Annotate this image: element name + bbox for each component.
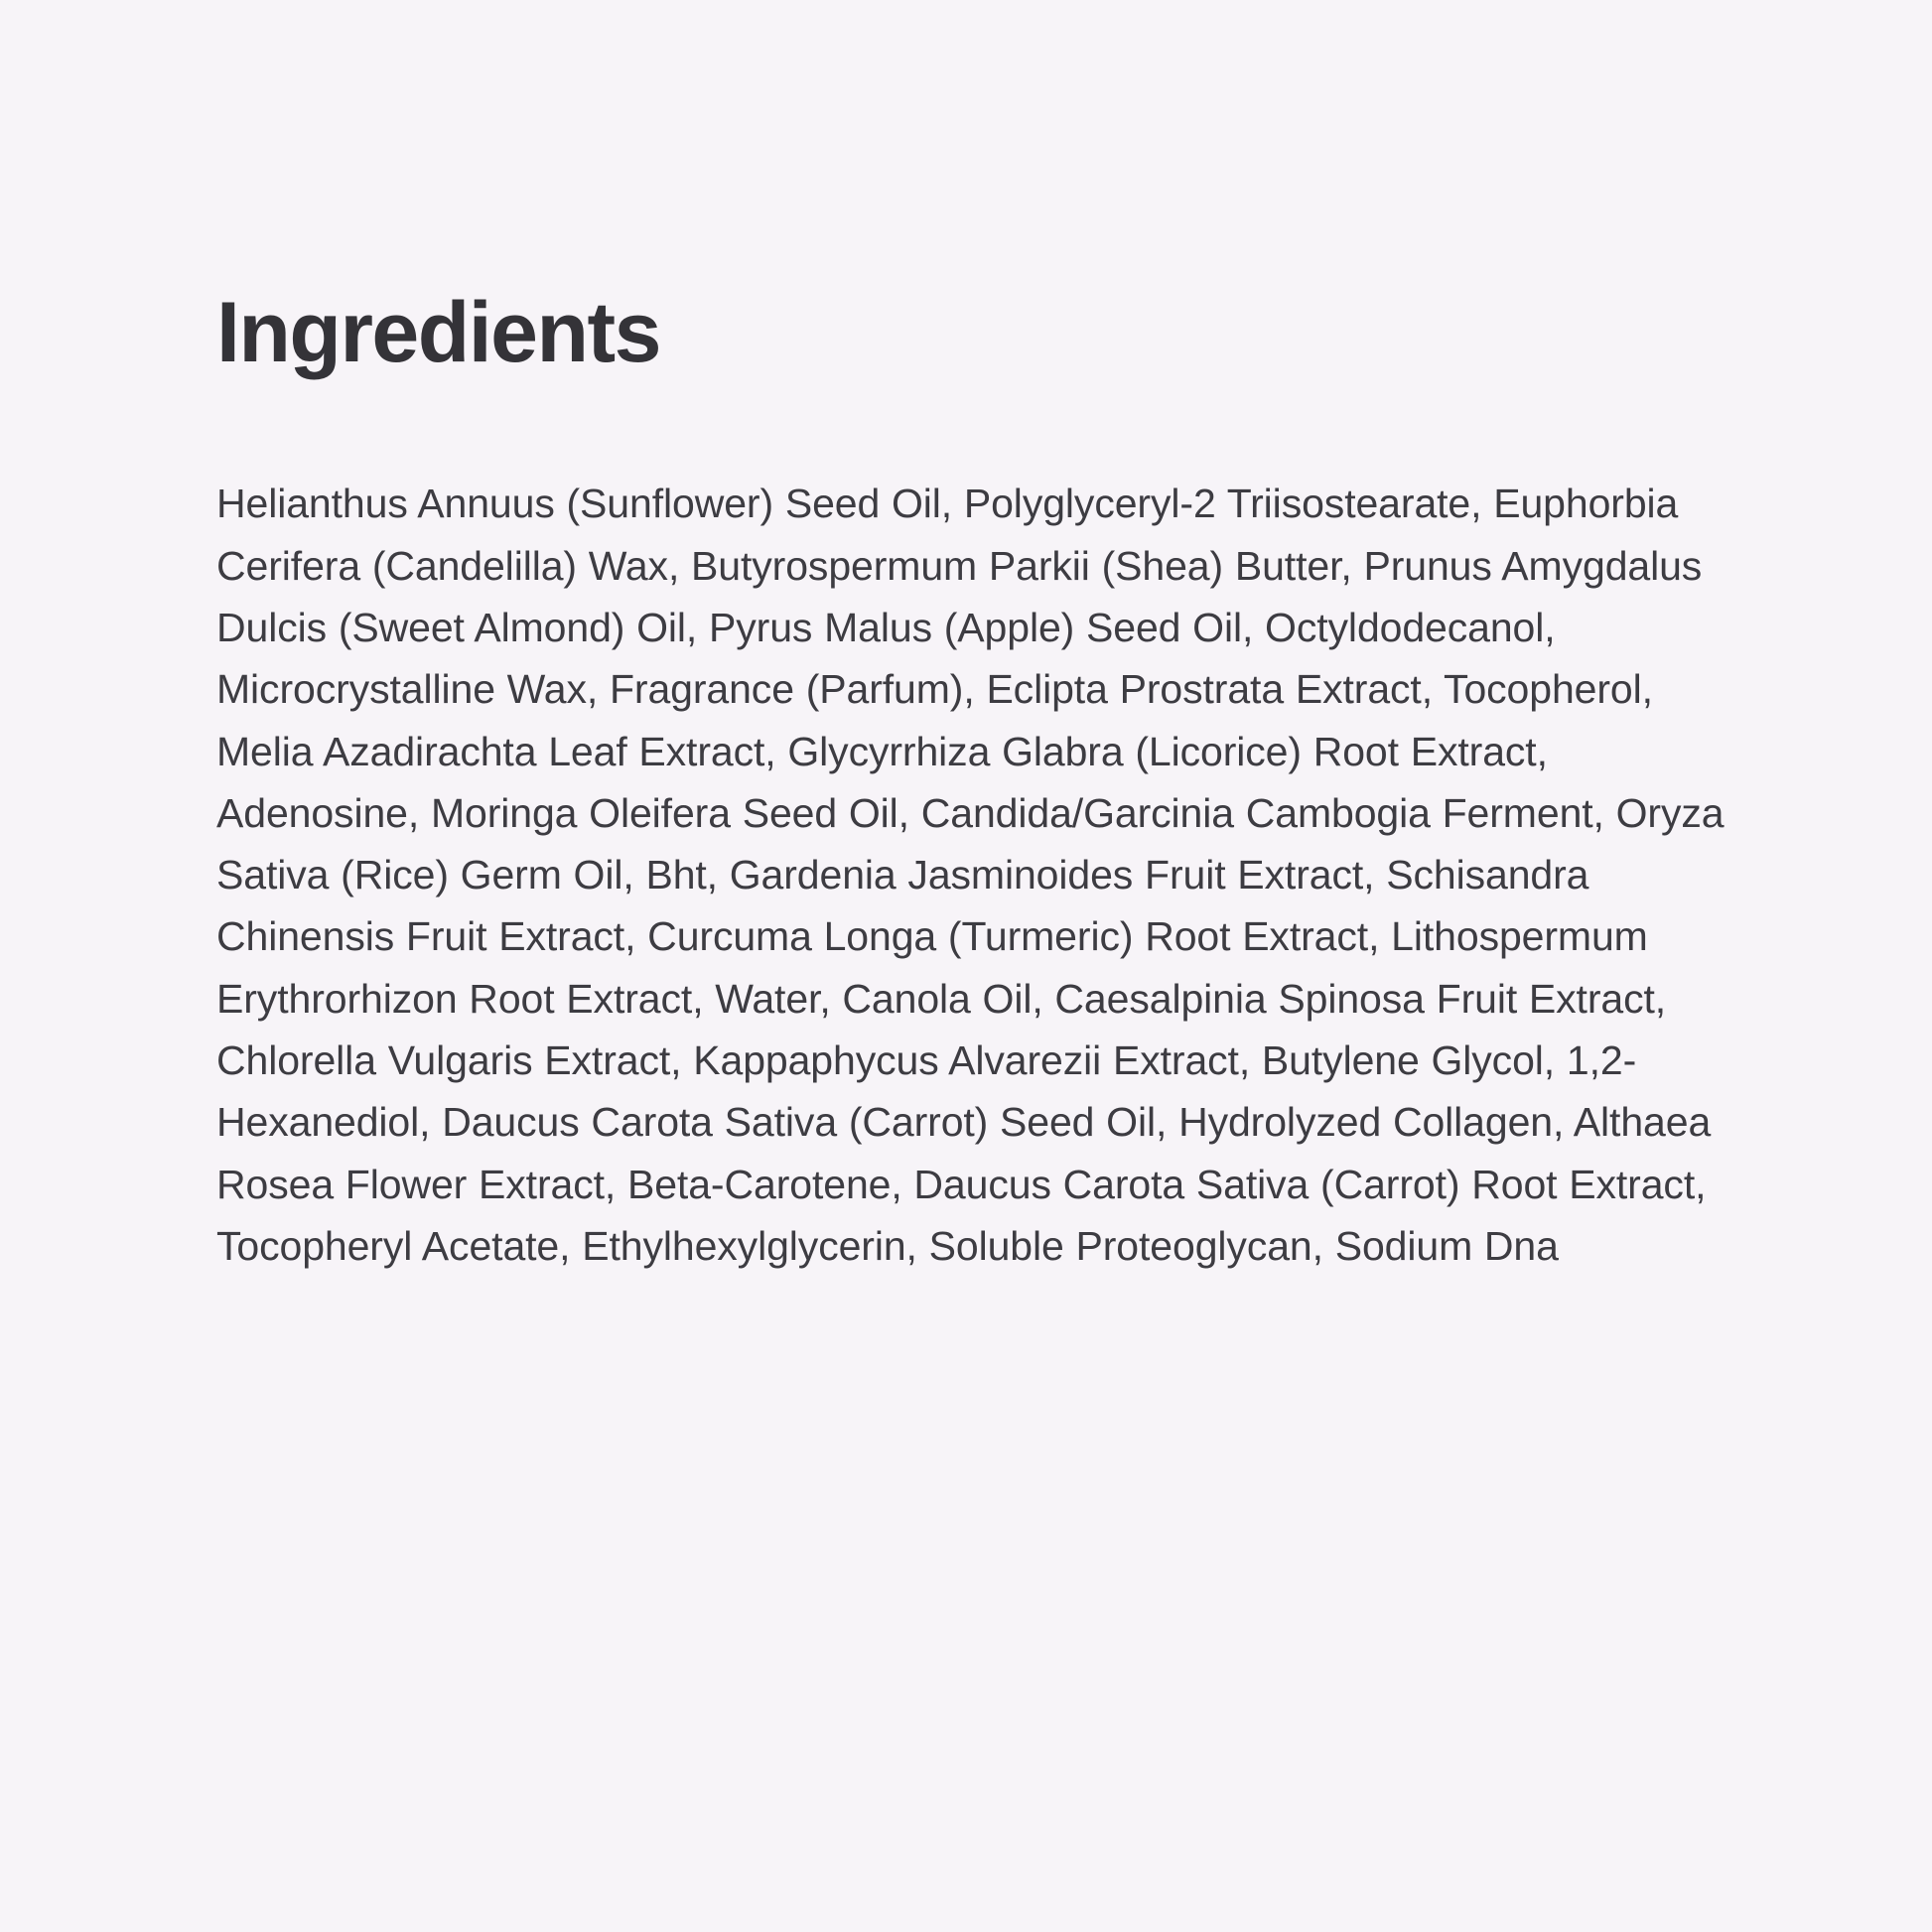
page-title: Ingredients	[216, 285, 661, 380]
ingredients-content	[216, 285, 1733, 1277]
ingredients-list-text: Helianthus Annuus (Sunflower) Seed Oil, Polyglyceryl-2 Triisostearate, Euphorbia Cerifera (Candelilla) Wax, Butyrospermum Parkii (Shea) Butter, Prunus Amygdalus Dulcis (Sweet Almond) Oil, Pyrus Malus (Apple) Seed Oil, Octyldodecanol, Microcrystalline Wax, Fragrance (Parfum), Eclipta Prostrata Extract, Tocopherol, Melia Azadirachta Leaf Extract, Glycyrrhiza Glabra (Licorice) Root Extract, Adenosine, Moringa Oleifera Seed Oil, Candida/Garcinia Cambogia Ferment, Oryza Sativa (Rice) Germ Oil, Bht, Gardenia Jasminoides Fruit Extract, Schisandra Chinensis Fruit Extract, Curcuma Longa (Turmeric) Root Extract, Lithospermum Erythrorhizon Root Extract, Water, Canola Oil, Caesalpinia Spinosa Fruit Extract, Chlorella Vulgaris Extract, Kappaphycus Alvarezii Extract, Butylene Glycol, 1,2-Hexanediol, Daucus Carota Sativa (Carrot) Seed Oil, Hydrolyzed Collagen, Althaea Rosea Flower Extract, Beta-Carotene, Daucus Carota Sativa (Carrot) Root Extract, Tocopheryl Acetate, Ethylhexylglycerin, Soluble Proteoglycan, Sodium Dna	[216, 481, 1725, 1270]
